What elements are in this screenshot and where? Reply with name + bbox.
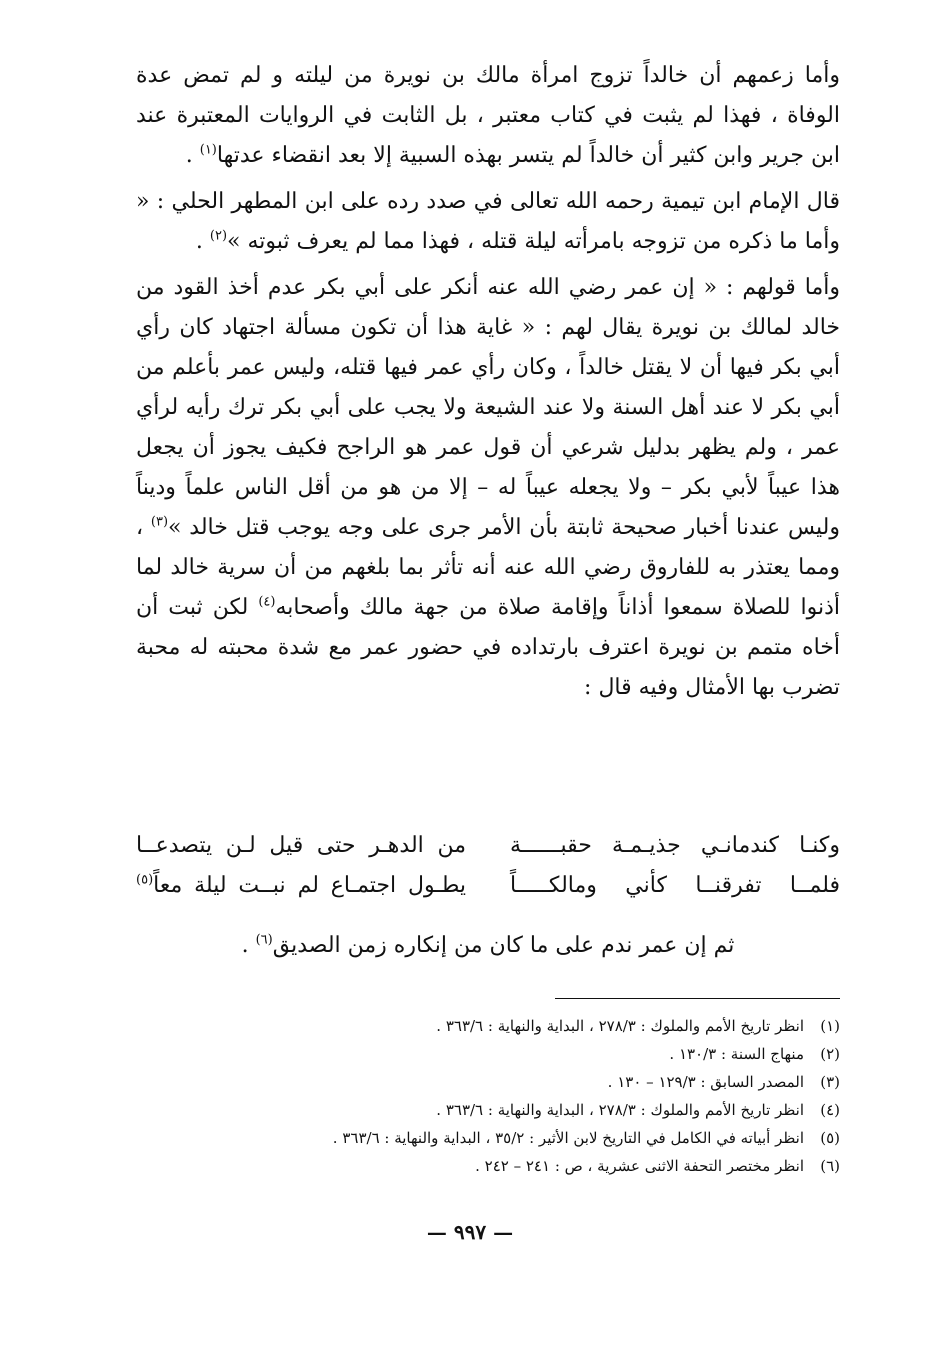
paragraph-text: لكن ثبت أن أخاه متمم بن نويرة اعترف بارتداده في حضور عمر مع شدة محبته له محبة تضرب بها الأمثال وفيه قال :	[136, 595, 840, 700]
footnote-number: (١)	[820, 1017, 840, 1035]
poem	[136, 826, 840, 906]
footnote-text: انظر أبياته في الكامل في التاريخ لابن الأثير : ٣٥/٢ ، البداية والنهاية : ٣٦٣/٦ .	[332, 1129, 804, 1147]
footnote-ref: (٥)	[136, 872, 154, 888]
footnote	[136, 1096, 840, 1124]
poem-verse	[136, 866, 840, 906]
paragraph	[136, 268, 840, 708]
footnote-number: (٤)	[820, 1101, 840, 1119]
paragraph-text: .	[185, 143, 200, 168]
footnote	[136, 1068, 840, 1096]
footnote	[136, 1040, 840, 1068]
footnote-ref: (٤)	[258, 594, 276, 610]
footnote-number: (٢)	[820, 1045, 840, 1063]
poem-hemistich-first: وكنـا كندمانـي جذيـمـة حقبــــــة	[510, 833, 840, 858]
paragraph	[136, 56, 840, 176]
paragraph-text: وأما قولهم : « إن عمر رضي الله عنه أنكر على أبي بكر عدم أخذ القود من خالد لمالك بن نويرة يقال لهم : « غاية هذا أن تكون مسألة اجتهاد كان رأي أبي بكر فيها أن لا يقتل خالداً ، وكان رأي عمر فيها قتله، وليس عمر بأعلم من أبي بكر لا عند أهل السنة ولا عند الشيعة ولا يجب على أبي بكر ترك رأيه لرأي عمر ، ولم يظهر بدليل شرعي أن قول عمر هو الراجح فكيف يجوز أن يجعل هذا عيباً لأبي بكر – ولا يجعله عيباً له – إلا من هو من أقل الناس علماً وديناً وليس عندنا أخبار صحيحة ثابتة بأن الأمر جرى على وجه يوجب قتل خالد »	[136, 275, 841, 540]
poem-hemistich-second	[136, 866, 466, 906]
closing-tail: .	[241, 933, 256, 958]
footnotes	[136, 1012, 840, 1180]
footnote-text: انظر تاريخ الأمم والملوك : ٢٧٨/٣ ، البداية والنهاية : ٣٦٣/٦ .	[436, 1101, 804, 1119]
closing-text: ثم إن عمر ندم على ما كان من إنكاره زمن الصديق	[272, 933, 735, 958]
page-number: — ٩٩٧ —	[426, 1220, 514, 1244]
paragraph-text: قال الإمام ابن تيمية رحمه الله تعالى في صدد رده على ابن المطهر الحلي : « وأما ما ذكره من تزوجه بامرأته ليلة قتله ، فهذا مما لم يعرف ثبوته »	[136, 189, 840, 254]
footnote-text: انظر تاريخ الأمم والملوك : ٢٧٨/٣ ، البداية والنهاية : ٣٦٣/٦ .	[436, 1017, 804, 1035]
footnote-ref: (٣)	[150, 514, 169, 530]
footnote-divider	[555, 998, 840, 999]
main-text	[136, 56, 840, 714]
paragraph-text: ، ومما يعتذر به للفاروق رضي الله عنه أنه تأثر بما بلغهم من أن سرية خالد لما أذنوا للصلاة سمعوا أذاناً وإقامة صلاة من جهة مالك وأصحابه	[136, 515, 840, 620]
footnote-ref: (١)	[199, 142, 217, 158]
poem-verse	[136, 826, 840, 866]
paragraph	[136, 182, 840, 262]
footnote	[136, 1012, 840, 1040]
footnote-number: (٥)	[820, 1129, 840, 1147]
footnote-ref: (٢)	[209, 228, 228, 244]
closing-line	[136, 926, 840, 966]
paragraph-text: وأما زعمهم أن خالداً تزوج امرأة مالك بن نويرة من ليلته و لم تمض عدة الوفاة ، فهذا لم يثبت في كتاب معتبر ، بل الثابت في الروايات المعتبرة عند ابن جرير وابن كثير أن خالداً لم يتسر بهذه السبية إلا بعد انقضاء عدتها	[136, 63, 840, 168]
footnote-number: (٦)	[820, 1157, 840, 1175]
hemistich-text: يطـول اجتمـاع لم نبــت ليلة معاً	[153, 873, 466, 898]
footnote-number: (٣)	[820, 1073, 840, 1091]
footnote-text: المصدر السابق : ١٢٩/٣ – ١٣٠ .	[607, 1073, 804, 1091]
footnote-text: انظر مختصر التحفة الاثنى عشرية ، ص : ٢٤١ – ٢٤٢ .	[475, 1157, 804, 1175]
hemistich-text: من الدهـر حتى قيل لـن يتصدعــا	[136, 833, 466, 858]
footnote	[136, 1152, 840, 1180]
paragraph-text: .	[195, 229, 210, 254]
footnote-text: منهاج السنة : ١٣٠/٣ .	[669, 1045, 804, 1063]
poem-hemistich-first: فلمــا تفرقنــا كأني ومالكـــــاً	[510, 873, 840, 898]
footnote	[136, 1124, 840, 1152]
poem-hemistich-second	[136, 826, 466, 866]
footnote-ref: (٦)	[255, 932, 273, 948]
